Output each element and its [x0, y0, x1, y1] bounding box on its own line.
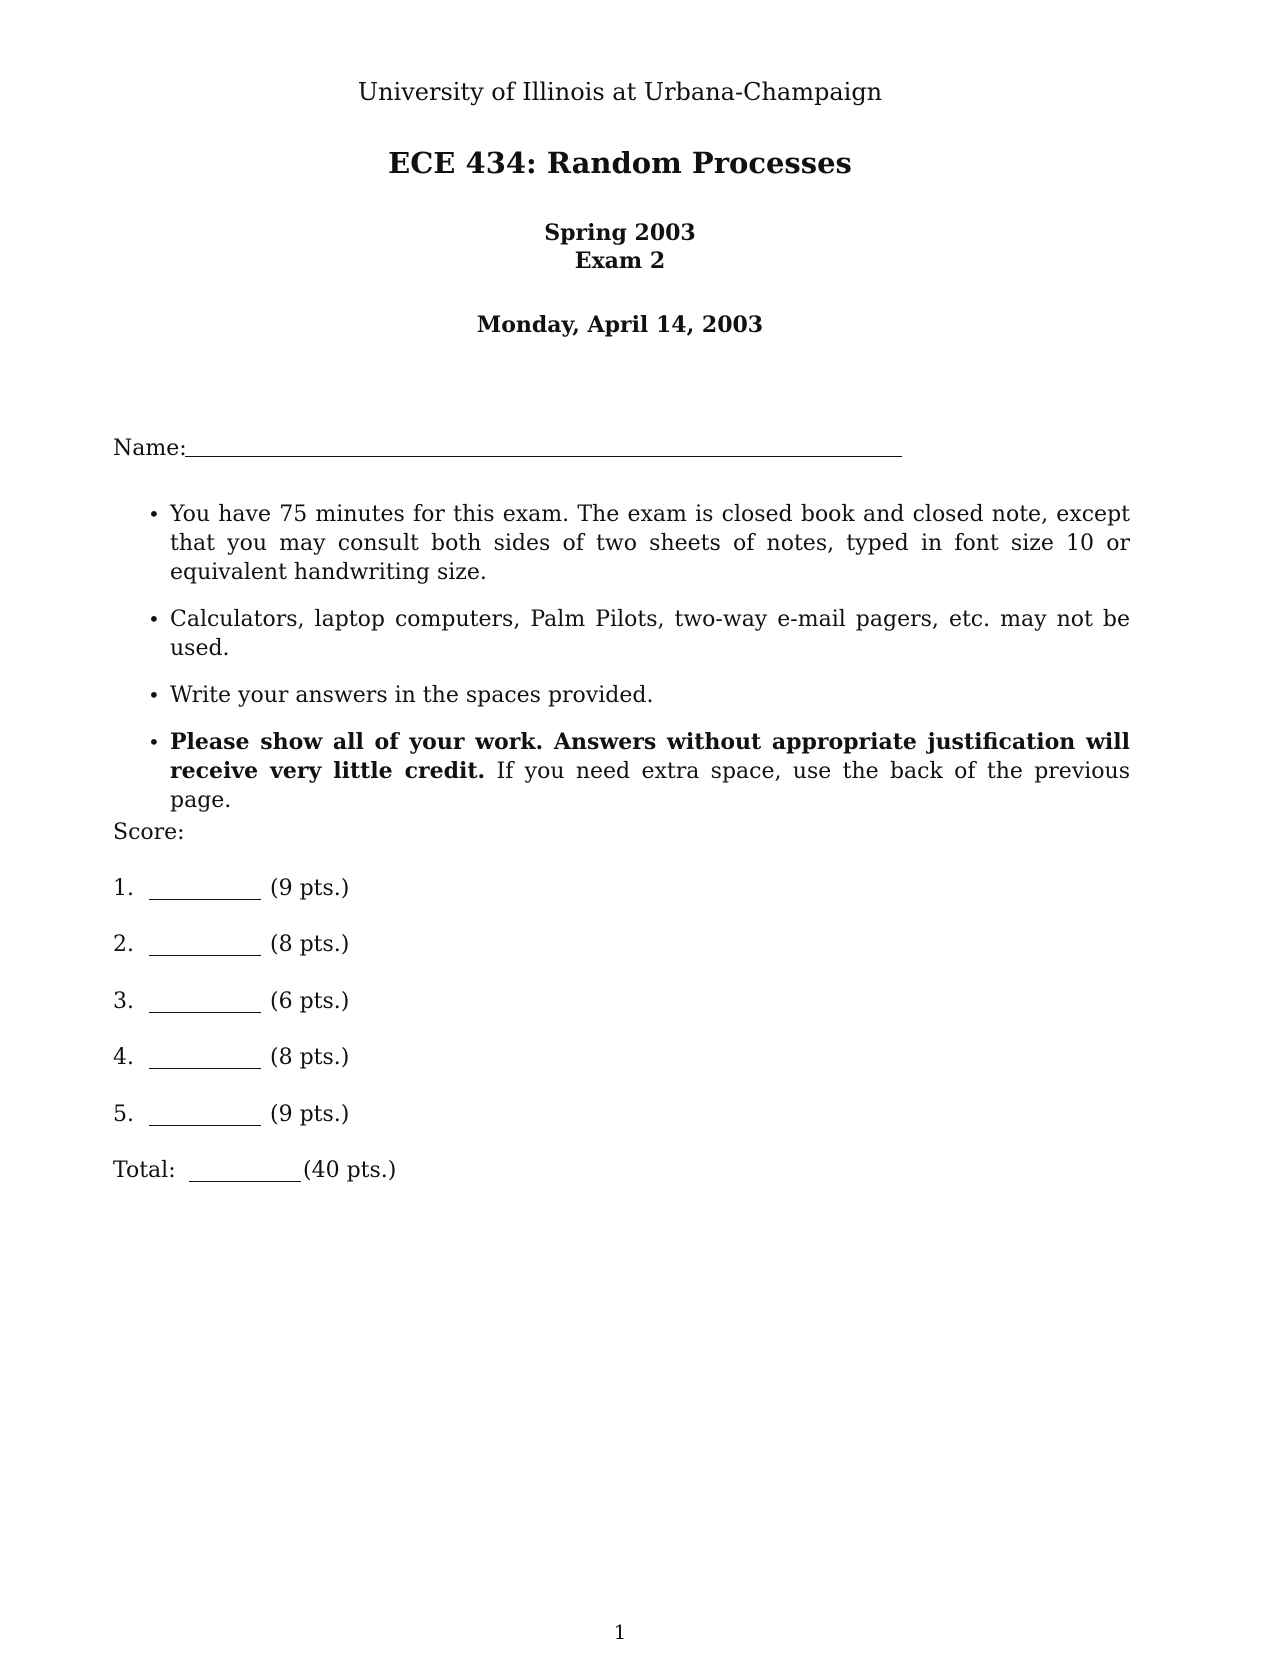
score-row-problem-1 — [113, 876, 513, 906]
score-blank-line[interactable] — [149, 955, 261, 956]
problem-points: (9 pts.) — [270, 876, 350, 901]
exam-date: Monday, April 14, 2003 — [476, 312, 764, 338]
name-label: Name: — [113, 436, 187, 461]
problem-points: (6 pts.) — [270, 989, 350, 1014]
score-row-problem-3 — [113, 989, 513, 1019]
problem-number: 2. — [113, 932, 134, 957]
problem-number: 3. — [113, 989, 134, 1014]
score-blank-line[interactable] — [149, 899, 261, 900]
name-blank-line[interactable] — [185, 456, 902, 457]
exam-term: Spring 2003 — [544, 220, 696, 246]
score-row-problem-5 — [113, 1102, 513, 1132]
bullet-icon: • — [148, 683, 160, 707]
problem-points: (9 pts.) — [270, 1102, 350, 1127]
exam-number: Exam 2 — [574, 248, 666, 274]
score-row-problem-4 — [113, 1045, 513, 1075]
score-row-total — [113, 1158, 513, 1188]
bullet-icon: • — [148, 730, 160, 754]
instruction-item — [148, 728, 1130, 815]
instruction-item — [148, 500, 1130, 587]
score-label: Score: — [113, 820, 185, 845]
instructions-list — [148, 500, 1130, 833]
score-blank-line[interactable] — [149, 1012, 261, 1013]
course-title: ECE 434: Random Processes — [388, 146, 852, 180]
problem-points: (8 pts.) — [270, 1045, 350, 1070]
instruction-item — [148, 681, 1130, 710]
total-points: (40 pts.) — [303, 1158, 397, 1183]
bullet-icon: • — [148, 502, 160, 526]
page-number: 1 — [613, 1620, 627, 1644]
university-name: University of Illinois at Urbana-Champaign — [357, 78, 883, 106]
score-blank-line[interactable] — [149, 1068, 261, 1069]
score-row-problem-2 — [113, 932, 513, 962]
instruction-text: Calculators, laptop computers, Palm Pilots, two-way e-mail pagers, etc. may not be used. — [170, 607, 1130, 661]
total-label: Total: — [113, 1158, 176, 1183]
problem-points: (8 pts.) — [270, 932, 350, 957]
score-blank-line[interactable] — [149, 1125, 261, 1126]
instruction-text: You have 75 minutes for this exam. The exam is closed book and closed note, except that you may consult both sides of two sheets of notes, typed in font size 10 or equivalent handwriting size. — [170, 502, 1130, 585]
total-blank-line[interactable] — [189, 1181, 301, 1182]
instruction-emphasis: Please show all of your work. Answers without appropriate justification will receive very little credit. — [170, 729, 1130, 784]
problem-number: 5. — [113, 1102, 134, 1127]
problem-number: 4. — [113, 1045, 134, 1070]
instruction-text: Write your answers in the spaces provided. — [170, 683, 654, 708]
instruction-text: If you need extra space, use the back of the previous page. — [170, 759, 1130, 813]
bullet-icon: • — [148, 607, 160, 631]
instruction-item — [148, 605, 1130, 663]
problem-number: 1. — [113, 876, 134, 901]
